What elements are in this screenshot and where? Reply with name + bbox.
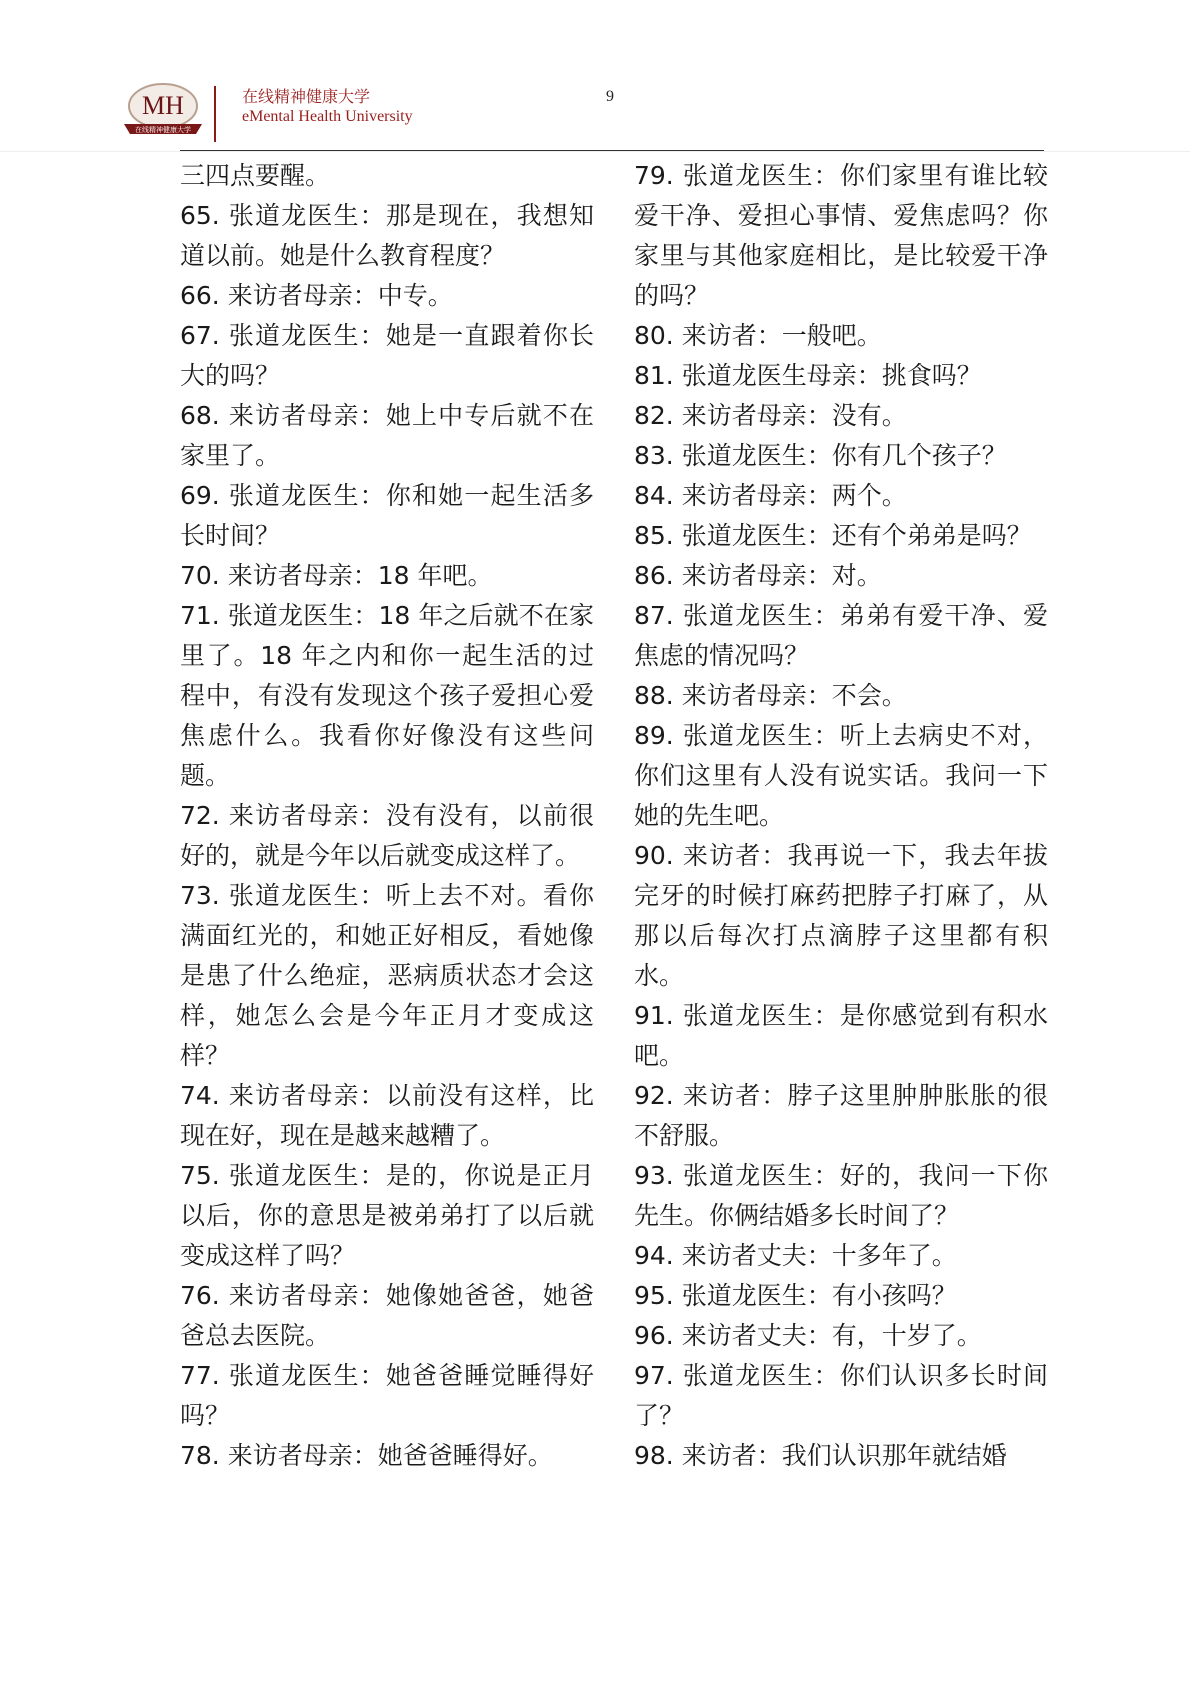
- dialogue-line: 72. 来访者母亲：没有没有，以前很好的，就是今年以后就变成这样了。: [180, 801, 594, 870]
- dialogue-line: 66. 来访者母亲：中专。: [180, 281, 453, 310]
- dialogue-line: 86. 来访者母亲：对。: [634, 561, 882, 590]
- dialogue-line: 76. 来访者母亲：她像她爸爸，她爸爸总去医院。: [180, 1281, 594, 1350]
- dialogue-line: 94. 来访者丈夫：十多年了。: [634, 1241, 957, 1270]
- logo-text: MH: [142, 91, 184, 120]
- right-column: [634, 156, 1048, 1476]
- dialogue-line: 67. 张道龙医生：她是一直跟着你长大的吗？: [180, 321, 594, 390]
- dialogue-line: 75. 张道龙医生：是的，你说是正月以后，你的意思是被弟弟打了以后就变成这样了吗？: [180, 1161, 594, 1270]
- org-name-english: eMental Health University: [242, 108, 413, 125]
- dialogue-line: 93. 张道龙医生：好的，我问一下你先生。你俩结婚多长时间了？: [634, 1161, 1048, 1230]
- dialogue-line: 88. 来访者母亲：不会。: [634, 681, 907, 710]
- dialogue-line: 97. 张道龙医生：你们认识多长时间了？: [634, 1361, 1048, 1430]
- dialogue-line: 65. 张道龙医生：那是现在，我想知道以前。她是什么教育程度？: [180, 201, 594, 270]
- dialogue-line: 96. 来访者丈夫：有，十岁了。: [634, 1321, 982, 1350]
- dialogue-line: 90. 来访者：我再说一下，我去年拔完牙的时候打麻药把脖子打麻了，从那以后每次打点滴脖子这里都有积水。: [634, 841, 1048, 990]
- header-divider: [214, 86, 216, 142]
- page-number: 9: [606, 88, 614, 105]
- mh-logo-icon: [120, 80, 206, 142]
- dialogue-line: 85. 张道龙医生：还有个弟弟是吗？: [634, 521, 1032, 550]
- dialogue-line: 81. 张道龙医生母亲：挑食吗？: [634, 361, 982, 390]
- dialogue-line: 71. 张道龙医生：18 年之后就不在家里了。18 年之内和你一起生活的过程中，有没有发现这个孩子爱担心爱焦虑什么。我看你好像没有这些问题。: [180, 601, 594, 790]
- left-column: [180, 156, 594, 1476]
- dialogue-line: 78. 来访者母亲：她爸爸睡得好。: [180, 1441, 553, 1470]
- dialogue-line: 73. 张道龙医生：听上去不对。看你满面红光的，和她正好相反，看她像是患了什么绝症，恶病质状态才会这样，她怎么会是今年正月才变成这样？: [180, 881, 594, 1070]
- dialogue-line: 70. 来访者母亲：18 年吧。: [180, 561, 493, 590]
- dialogue-line: 79. 张道龙医生：你们家里有谁比较爱干净、爱担心事情、爱焦虑吗？你家里与其他家庭相比，是比较爱干净的吗？: [634, 161, 1048, 310]
- dialogue-line: 95. 张道龙医生：有小孩吗？: [634, 1281, 957, 1310]
- header-rule-shadow: [0, 151, 1190, 152]
- logo-subtext: 在线精神健康大学: [135, 126, 191, 134]
- dialogue-line: 80. 来访者：一般吧。: [634, 321, 882, 350]
- dialogue-line: 69. 张道龙医生：你和她一起生活多长时间？: [180, 481, 594, 550]
- org-name-chinese: 在线精神健康大学: [242, 87, 371, 106]
- dialogue-line: 83. 张道龙医生：你有几个孩子？: [634, 441, 1007, 470]
- dialogue-line: 92. 来访者：脖子这里肿肿胀胀的很不舒服。: [634, 1081, 1048, 1150]
- page-header: [0, 0, 1190, 150]
- dialogue-line: 68. 来访者母亲：她上中专后就不在家里了。: [180, 401, 594, 470]
- dialogue-line: 74. 来访者母亲：以前没有这样，比现在好，现在是越来越糟了。: [180, 1081, 594, 1150]
- dialogue-line: 84. 来访者母亲：两个。: [634, 481, 907, 510]
- dialogue-line: 82. 来访者母亲：没有。: [634, 401, 907, 430]
- dialogue-line: 89. 张道龙医生：听上去病史不对，你们这里有人没有说实话。我问一下她的先生吧。: [634, 721, 1048, 830]
- dialogue-line: 三四点要醒。: [180, 161, 331, 190]
- dialogue-line: 77. 张道龙医生：她爸爸睡觉睡得好吗？: [180, 1361, 594, 1430]
- dialogue-line: 98. 来访者：我们认识那年就结婚: [634, 1441, 1007, 1470]
- dialogue-line: 91. 张道龙医生：是你感觉到有积水吧。: [634, 1001, 1048, 1070]
- dialogue-line: 87. 张道龙医生：弟弟有爱干净、爱焦虑的情况吗？: [634, 601, 1048, 670]
